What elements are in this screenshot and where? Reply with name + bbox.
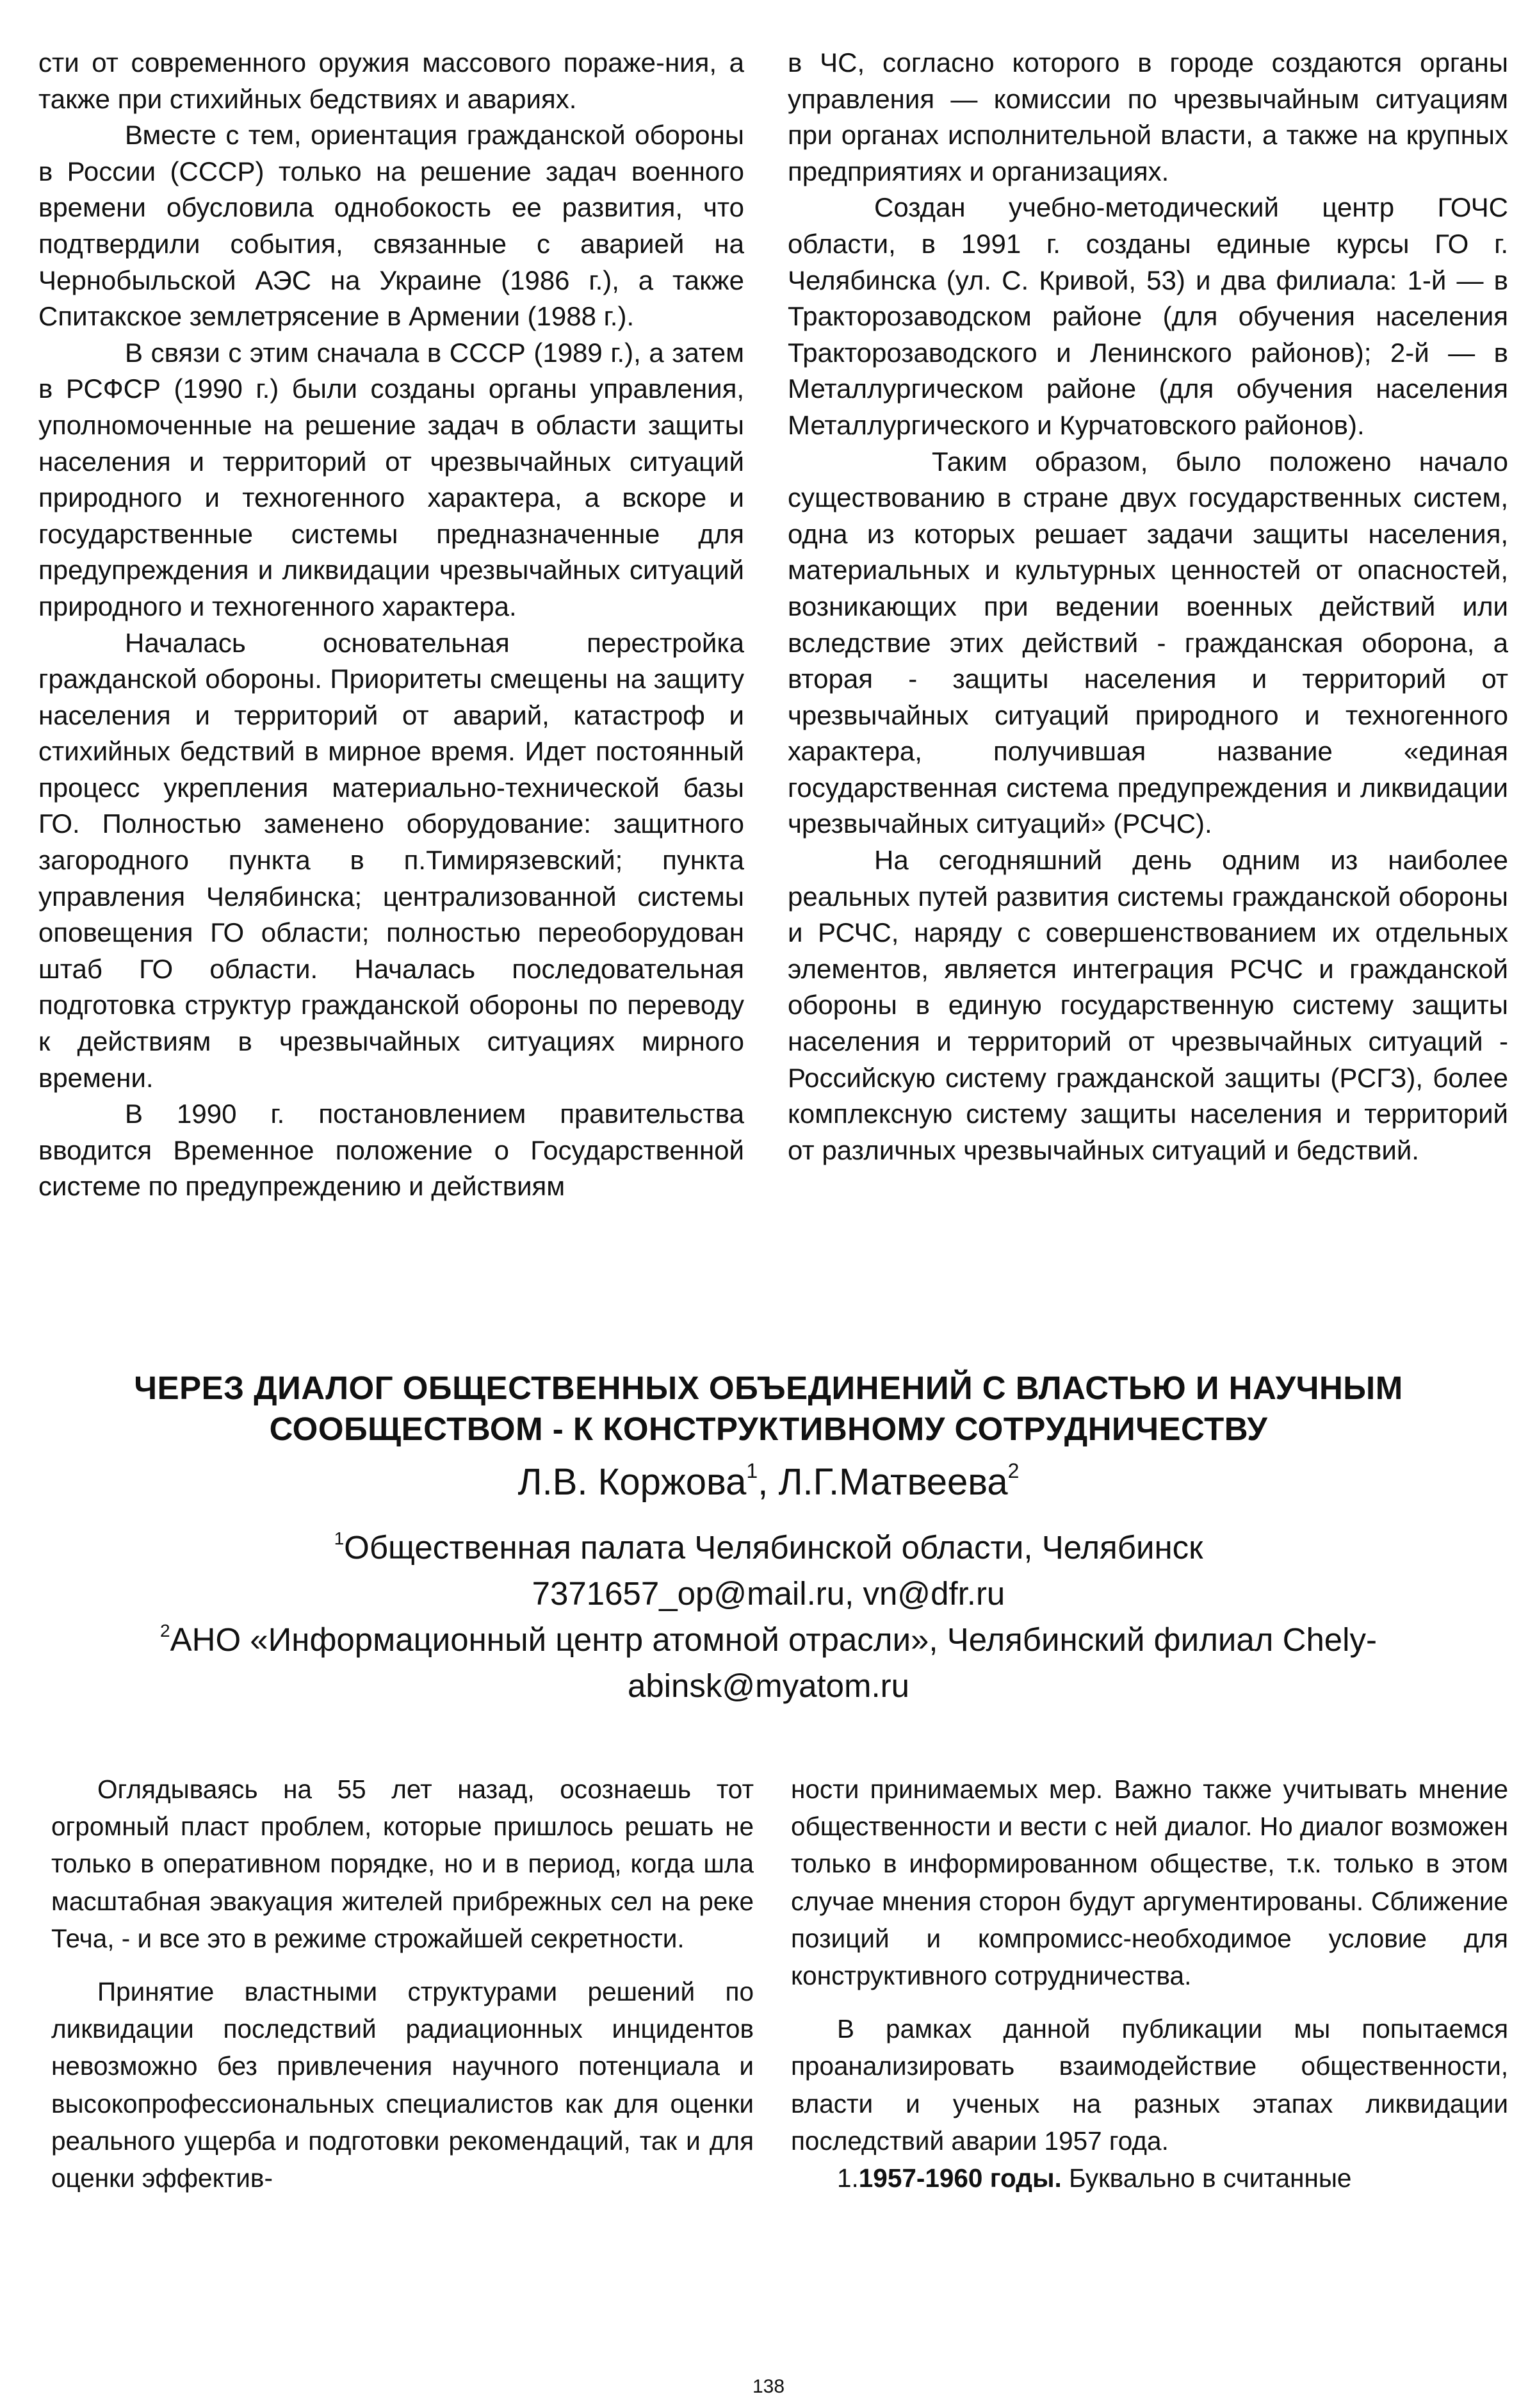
affiliation-mark: 2 [160,1621,170,1641]
paragraph: Принятие властными структурами решений по ликвидации последствий радиационных инцидентов невозможно без привлечения научного потенциала и высокопрофессиональных специалистов как для оценки реального ущерба и подготовки рекомендаций, так и для оценки эффектив- [51,1977,754,2193]
author-separator: , [758,1461,779,1503]
paragraph: сти от современного оружия массового пораже-ния, а также при стихийных бедствиях и авариях. [38,47,744,114]
article-title-line-1: ЧЕРЕЗ ДИАЛОГ ОБЩЕСТВЕННЫХ ОБЪЕДИНЕНИЙ С ВЛАСТЬЮ И НАУЧНЫМ [134,1370,1403,1406]
bottom-left-column [51,1771,754,2197]
paragraph: В рамках данной публикации мы попытаемся проанализировать взаимодействие общественности, власти и ученых на разных этапах ликвидации последствий аварии 1957 года. [791,2014,1508,2156]
affiliation-2-continued: abinsk@myatom.ru [627,1667,910,1704]
page-number: 138 [752,2376,785,2397]
paragraph: В 1990 г. постановлением правительства вводится Временное положение о Государственной системе по предупреждению и действиям [38,1099,744,1202]
author-name: Л.В. Коржова [517,1461,747,1503]
article-title-line-2: СООБЩЕСТВОМ - К КОНСТРУКТИВНОМУ СОТРУДНИЧЕСТВУ [269,1411,1268,1447]
author-affiliation-mark: 1 [746,1459,758,1482]
paragraph: Началась основательная перестройка гражданской обороны. Приоритеты смещены на защиту населения и территорий от аварий, катастроф и стихийных бедствий в мирное время. Идет постоянный процесс укрепления материально-технической базы ГО. Полностью заменено оборудование: защитного загородного пункта в п.Тимирязевский; пункта управления Челябинска; централизованной системы оповещения ГО области; полностью переоборудован штаб ГО области. Началась последовательная подготовка структур гражданской обороны по переводу к действиям в чрезвычайных ситуациях мирного времени. [38,627,744,1093]
section-heading: 1957-1960 годы. [858,2163,1062,2193]
top-left-column [38,45,744,1205]
affiliation-text: АНО «Информационный центр атомной отрасли», Челябинский филиал Chely- [170,1621,1377,1658]
top-right-column [788,45,1508,1168]
author-name: Л.Г.Матвеева [778,1461,1008,1503]
paragraph-text: Буквально в считанные [1061,2163,1352,2193]
article-authors [0,1459,1537,1505]
paragraph: Оглядываясь на 55 лет назад, осознаешь тот огромный пласт проблем, которые пришлось решать не только в оперативном порядке, но и в период, когда шла масштабная эвакуация жителей прибрежных сел на реке Теча, - и все это в режиме строжайшей секретности. [51,1774,754,1953]
affiliation-2 [90,1617,1447,1663]
paragraph [791,2159,1508,2197]
affiliation-text: Общественная палата Челябинской области, Челябинск [344,1529,1203,1566]
bottom-right-column [791,1771,1508,2197]
paragraph: В связи с этим сначала в СССР (1989 г.), а затем в РСФСР (1990 г.) были созданы органы управления, уполномоченные на решение задач в области защиты населения и территорий от чрезвычайных ситуаций природного и техногенного характера, а вскоре и государственные системы предназначенные для предупреждения и ликвидации чрезвычайных ситуаций природного и техногенного характера. [38,337,744,621]
paragraph: ности принимаемых мер. Важно также учитывать мнение общественности и вести с ней диалог. Но диалог возможен только в информированном обществе, т.к. только в этом случае мнения сторон будут аргументированы. Сближение позиций и компромисс-необходимое условие для конструктивного сотрудничества. [791,1774,1508,1991]
section-number: 1. [837,2163,859,2193]
paragraph: Таким образом, было положено начало существованию в стране двух государственных систем, одна из которых решает задачи защиты населения, материальных и культурных ценностей от опасностей, возникающих при ведении военных действий или вследствие этих действий - гражданская оборона, а вторая - защиты населения и территорий от чрезвычайных ситуаций природного и техногенного характера, получившая название «единая государственная система предупреждения и ликвидации чрезвычайных ситуаций» (РСЧС). [788,446,1508,839]
affiliation-mark: 1 [334,1528,345,1548]
paragraph: На сегодняшний день одним из наиболее реальных путей развития системы гражданской обороны и РСЧС, наряду с совершенствованием их отдельных элементов, является интеграция РСЧС и гражданской обороны в единую государственную систему защиты населения и территорий от чрезвычайных ситуаций - Российскую систему гражданской защиты (РСГЗ), более комплексную систему защиты населения и территорий от различных чрезвычайных ситуаций и бедствий. [788,845,1508,1165]
author-affiliations [90,1525,1447,1709]
paragraph: Создан учебно-методический центр ГОЧС области, в 1991 г. созданы единые курсы ГО г. Челябинска (ул. С. Кривой, 53) и два филиала: 1-й — в Тракторозаводском районе (для обучения населения Тракторозаводского и Ленинского районов); 2-й — в Металлургическом районе (для обучения населения Металлургического и Курчатовского районов). [788,192,1508,440]
author-affiliation-mark: 2 [1007,1459,1020,1482]
affiliation-1 [90,1525,1447,1571]
paragraph: в ЧС, согласно которого в городе создаются органы управления — комиссии по чрезвычайным ситуациям при органах исполнительной власти, а также на крупных предприятиях и организациях. [788,47,1508,186]
article-title [38,1368,1499,1450]
affiliation-1-emails: 7371657_op@mail.ru, vn@dfr.ru [532,1575,1005,1612]
paragraph: Вместе с тем, ориентация гражданской обороны в России (СССР) только на решение задач военного времени обусловила однобокость ее развития, что подтвердили события, связанные с аварией на Чернобыльской АЭС на Украине (1986 г.), а также Спитакское землетрясение в Армении (1988 г.). [38,120,744,332]
